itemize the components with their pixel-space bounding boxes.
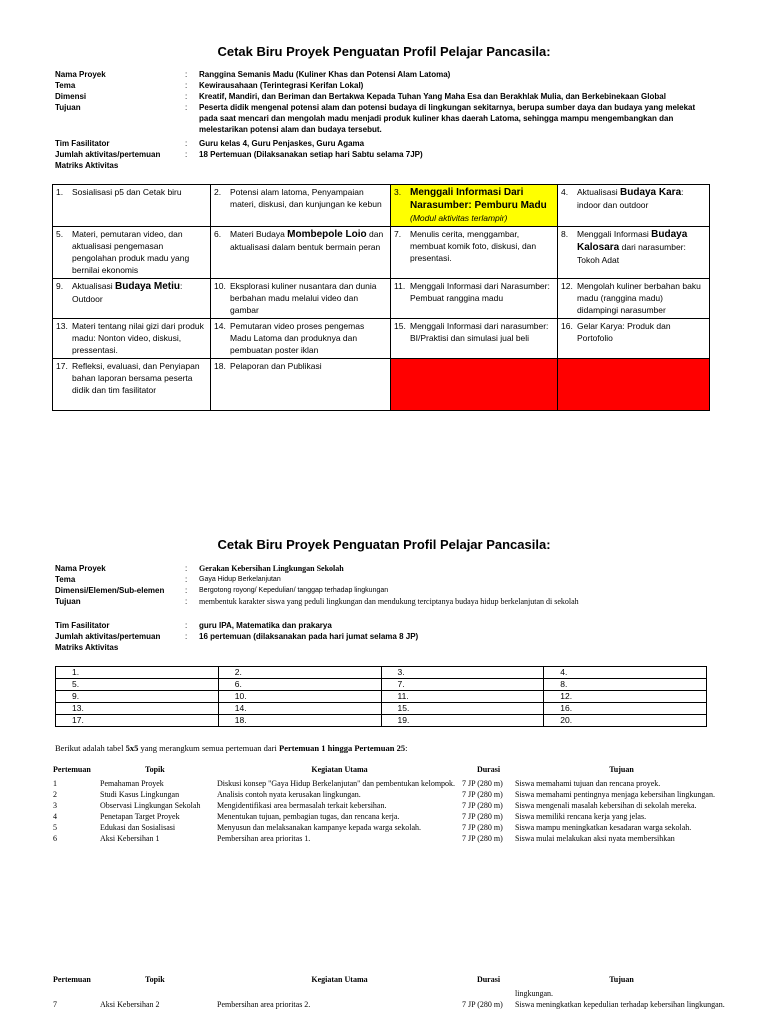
matrix-cell: 7. bbox=[381, 679, 544, 691]
info-label: Tujuan bbox=[55, 597, 81, 606]
matrix-cell: 3. bbox=[381, 667, 544, 679]
schedule-row bbox=[53, 790, 728, 801]
section2-title: Cetak Biru Proyek Penguatan Profil Pelajar Pancasila: bbox=[217, 537, 551, 552]
info-row-tema bbox=[55, 574, 715, 585]
cell-text: dan aktualisasi dalam bentuk bermain peran bbox=[230, 229, 384, 252]
matrix-cell: 11. bbox=[381, 691, 544, 703]
header-topik: Topik bbox=[145, 975, 165, 984]
activity-matrix-1 bbox=[52, 184, 710, 411]
cell-number: 2. bbox=[214, 187, 222, 197]
cell-number: 7. bbox=[394, 229, 402, 239]
matrix-cell: 14. bbox=[218, 703, 381, 715]
cell-durasi: 7 JP (280 m) bbox=[462, 1000, 503, 1009]
info-colon: : bbox=[185, 70, 188, 79]
matrix-cell: 17. bbox=[56, 715, 219, 727]
cell-text: Menggali Informasi bbox=[577, 229, 652, 239]
info-value: Peserta didik mengenal potensi alam dan potensi budaya di lingkungan sekitarnya, berupa sumber daya dan budaya yang melekat pada saat mencari dan mengolah madu menjadi produk kuliner khas daerah Latoma, sehingga mampu mengembangkan dan melestarikan potensi alam dan budaya tersebut. bbox=[199, 103, 696, 134]
schedule-table-continued bbox=[53, 975, 728, 1011]
cell-number: 17. bbox=[56, 361, 68, 371]
schedule-table bbox=[53, 765, 728, 845]
info-label: Tim Fasilitator bbox=[55, 621, 110, 630]
header-pertemuan: Pertemuan bbox=[53, 765, 91, 774]
cell-pertemuan: 3 bbox=[53, 801, 57, 810]
matrix-cell: 18. bbox=[218, 715, 381, 727]
matrix-row bbox=[56, 691, 707, 703]
cell-number: 9. bbox=[56, 281, 64, 291]
info-colon: : bbox=[185, 597, 188, 606]
cell-tujuan: lingkungan. bbox=[515, 989, 553, 998]
cell-topik: Aksi Kebersihan 2 bbox=[100, 1000, 160, 1009]
matrix-cell bbox=[391, 227, 558, 279]
cell-text: Refleksi, evaluasi, dan Penyiapan bahan laporan bersama peserta didik dan tim fasilitator bbox=[72, 361, 200, 395]
matrix-cell bbox=[211, 185, 391, 227]
cell-text: Gelar Karya: Produk dan Portofolio bbox=[577, 321, 671, 343]
header-kegiatan: Kegiatan Utama bbox=[311, 765, 368, 774]
cell-text: Materi Budaya bbox=[230, 229, 288, 239]
info-label: Dimensi/Elemen/Sub-elemen bbox=[55, 586, 165, 595]
info-value: Gaya Hidup Berkelanjutan bbox=[199, 576, 281, 583]
info-colon: : bbox=[185, 632, 188, 641]
cell-topik: Aksi Kebersihan 1 bbox=[100, 834, 160, 843]
cell-number: 16. bbox=[561, 321, 573, 331]
matrix-cell: 15. bbox=[381, 703, 544, 715]
intro-text: : bbox=[405, 743, 408, 753]
cell-topik: Edukasi dan Sosialisasi bbox=[100, 823, 176, 832]
info-colon: : bbox=[185, 103, 188, 112]
cell-number: 12. bbox=[561, 281, 573, 291]
info-value: 18 Pertemuan (Dilaksanakan setiap hari Sabtu selama 7JP) bbox=[199, 150, 423, 159]
info-value: Kewirausahaan (Terintegrasi Kerifan Lokal) bbox=[199, 81, 364, 90]
section1-title: Cetak Biru Proyek Penguatan Profil Pelajar Pancasila: bbox=[217, 44, 551, 59]
info-value: membentuk karakter siswa yang peduli lingkungan dan mendukung terciptanya budaya hidup berkelanjutan di sekolah bbox=[199, 597, 579, 606]
info-label: Nama Proyek bbox=[55, 564, 106, 573]
info-row-jumlah bbox=[55, 631, 715, 642]
matrix-cell: 4. bbox=[544, 667, 707, 679]
header-tujuan: Tujuan bbox=[609, 975, 634, 984]
info-label: Tema bbox=[55, 575, 76, 584]
matrix-cell: 2. bbox=[218, 667, 381, 679]
info-colon: : bbox=[185, 150, 188, 159]
cell-text: : Outdoor bbox=[72, 281, 183, 304]
info-value: Gerakan Kebersihan Lingkungan Sekolah bbox=[199, 564, 344, 573]
cell-number: 13. bbox=[56, 321, 68, 331]
cell-number: 1. bbox=[56, 187, 64, 197]
matrix-cell bbox=[558, 227, 710, 279]
info-value: Bergotong royong/ Kepedulian/ tanggap terhadap lingkungan bbox=[199, 587, 389, 594]
cell-durasi: 7 JP (280 m) bbox=[462, 801, 503, 810]
info-row-tim-fasilitator bbox=[55, 138, 715, 149]
cell-text: Sosialisasi p5 dan Cetak biru bbox=[72, 187, 182, 197]
cell-kegiatan: Mengidentifikasi area bermasalah terkait kebersihan. bbox=[217, 801, 387, 810]
info-label: Tema bbox=[55, 81, 76, 90]
info-row-nama-proyek bbox=[55, 563, 715, 574]
matrix-cell: 9. bbox=[56, 691, 219, 703]
info-label: Jumlah aktivitas/pertemuan bbox=[55, 632, 161, 641]
cell-text: Menggali Informasi dari narasumber: BI/Praktisi dan simulasi jual beli bbox=[410, 321, 549, 343]
matrix-cell bbox=[391, 319, 558, 359]
cell-number: 8. bbox=[561, 229, 569, 239]
section2-info bbox=[55, 563, 715, 653]
matrix-label: Matriks Aktivitas bbox=[55, 643, 119, 652]
matrix-cell: 5. bbox=[56, 679, 219, 691]
cell-text-bold: Mombepole Loio bbox=[287, 229, 367, 240]
cell-text: Pemutaran video proses pengemas Madu Latoma dan produknya dan pembuatan poster iklan bbox=[230, 321, 365, 355]
schedule-row bbox=[53, 823, 728, 834]
cell-number: 18. bbox=[214, 361, 226, 371]
intro-bold: Pertemuan 1 hingga Pertemuan 25 bbox=[279, 743, 406, 753]
matrix-row bbox=[56, 679, 707, 691]
info-value: Ranggina Semanis Madu (Kuliner Khas dan Potensi Alam Latoma) bbox=[199, 70, 451, 79]
header-pertemuan: Pertemuan bbox=[53, 975, 91, 984]
matrix-cell bbox=[53, 227, 211, 279]
matrix-cell: 1. bbox=[56, 667, 219, 679]
matrix-cell-highlighted bbox=[391, 185, 558, 227]
matrix-cell bbox=[211, 319, 391, 359]
cell-note: (Modul aktivitas terlampir) bbox=[410, 213, 508, 223]
matrix-cell bbox=[558, 279, 710, 319]
cell-durasi: 7 JP (280 m) bbox=[462, 834, 503, 843]
matrix-cell bbox=[211, 227, 391, 279]
section1-info bbox=[55, 69, 715, 171]
cell-text: Menulis cerita, menggambar, membuat komik foto, diskusi, dan presentasi. bbox=[410, 229, 537, 263]
cell-kegiatan: Menyusun dan melaksanakan kampanye kepada warga sekolah. bbox=[217, 823, 422, 832]
info-row-dimensi bbox=[55, 91, 715, 102]
info-value: 16 pertemuan (dilaksanakan pada hari jumat selama 8 JP) bbox=[199, 632, 419, 641]
cell-number: 10. bbox=[214, 281, 226, 291]
schedule-row bbox=[53, 812, 728, 823]
cell-text: : indoor dan outdoor bbox=[577, 187, 684, 210]
schedule-row bbox=[53, 779, 728, 790]
matrix-cell-blocked bbox=[558, 359, 710, 411]
info-row-tujuan bbox=[55, 102, 715, 135]
info-row-nama-proyek bbox=[55, 69, 715, 80]
cell-number: 5. bbox=[56, 229, 64, 239]
info-value: guru IPA, Matematika dan prakarya bbox=[199, 621, 332, 630]
cell-text: Menggali Informasi dari Narasumber: Pembuat ranggina madu bbox=[410, 281, 550, 303]
cell-tujuan: Siswa memahami pentingnya menjaga kebersihan lingkungan. bbox=[515, 790, 715, 799]
cell-kegiatan: Diskusi konsep "Gaya Hidup Berkelanjutan" dan pembentukan kelompok. bbox=[217, 779, 456, 788]
info-row-tujuan bbox=[55, 596, 715, 607]
cell-text: Pelaporan dan Publikasi bbox=[230, 361, 322, 371]
intro-bold: 5x5 bbox=[125, 743, 139, 753]
cell-text: dari narasumber: Tokoh Adat bbox=[577, 242, 686, 265]
info-colon: : bbox=[185, 81, 188, 90]
info-colon: : bbox=[185, 586, 188, 595]
info-row-tim-fasilitator bbox=[55, 620, 715, 631]
cell-durasi: 7 JP (280 m) bbox=[462, 823, 503, 832]
header-kegiatan: Kegiatan Utama bbox=[311, 975, 368, 984]
info-value: Kreatif, Mandiri, dan Beriman dan Bertakwa Kepada Tuhan Yang Maha Esa dan Berakhlak Mulia, dan Berkebinekaan Global bbox=[199, 92, 666, 101]
cell-kegiatan: Analisis contoh nyata kerusakan lingkungan. bbox=[217, 790, 361, 799]
matrix-cell: 20. bbox=[544, 715, 707, 727]
info-label: Jumlah aktivitas/pertemuan bbox=[55, 150, 161, 159]
schedule-intro bbox=[55, 743, 407, 753]
info-colon: : bbox=[185, 92, 188, 101]
cell-pertemuan: 1 bbox=[53, 779, 57, 788]
cell-text: Materi, pemutaran video, dan aktualisasi pengemasan pengolahan produk madu yang bernilai ekonomis bbox=[72, 229, 190, 275]
info-row-tema bbox=[55, 80, 715, 91]
cell-tujuan: Siswa mampu meningkatkan kesadaran warga sekolah. bbox=[515, 823, 692, 832]
matrix-cell bbox=[53, 359, 211, 411]
info-label: Tujuan bbox=[55, 103, 81, 112]
cell-number: 11. bbox=[394, 281, 406, 291]
cell-pertemuan: 4 bbox=[53, 812, 57, 821]
matrix-cell: 10. bbox=[218, 691, 381, 703]
schedule-header-row bbox=[53, 975, 728, 989]
info-value: Guru kelas 4, Guru Penjaskes, Guru Agama bbox=[199, 139, 365, 148]
cell-number: 4. bbox=[561, 187, 569, 197]
cell-pertemuan: 7 bbox=[53, 1000, 57, 1009]
cell-durasi: 7 JP (280 m) bbox=[462, 779, 503, 788]
cell-pertemuan: 5 bbox=[53, 823, 57, 832]
schedule-row bbox=[53, 834, 728, 845]
matrix-cell bbox=[391, 279, 558, 319]
cell-text: Menggali Informasi Dari Narasumber: Pemburu Madu bbox=[410, 187, 547, 211]
cell-text: Aktualisasi bbox=[72, 281, 115, 291]
matrix-cell bbox=[211, 279, 391, 319]
cell-topik: Observasi Lingkungan Sekolah bbox=[100, 801, 201, 810]
cell-text-bold: Budaya Metiu bbox=[115, 281, 181, 292]
info-row-jumlah bbox=[55, 149, 715, 160]
cell-kegiatan: Pembersihan area prioritas 2. bbox=[217, 1000, 311, 1009]
cell-number: 14. bbox=[214, 321, 226, 331]
matrix-cell bbox=[53, 279, 211, 319]
matrix-label: Matriks Aktivitas bbox=[55, 161, 119, 170]
info-colon: : bbox=[185, 621, 188, 630]
cell-topik: Studi Kasus Lingkungan bbox=[100, 790, 180, 799]
matrix-cell bbox=[558, 319, 710, 359]
header-tujuan: Tujuan bbox=[609, 765, 634, 774]
cell-text: Materi tentang nilai gizi dari produk madu: Nonton video, diskusi, pressentasi. bbox=[72, 321, 204, 355]
header-topik: Topik bbox=[145, 765, 165, 774]
info-colon: : bbox=[185, 139, 188, 148]
cell-tujuan: Siswa memiliki rencana kerja yang jelas. bbox=[515, 812, 647, 821]
cell-pertemuan: 2 bbox=[53, 790, 57, 799]
cell-text: Eksplorasi kuliner nusantara dan dunia berbahan madu melalui video dan gambar bbox=[230, 281, 377, 315]
cell-text: Mengolah kuliner berbahan baku madu (ranggina madu) didampingi narasumber bbox=[577, 281, 701, 315]
cell-text-bold: Budaya Kara bbox=[620, 187, 682, 198]
cell-durasi: 7 JP (280 m) bbox=[462, 790, 503, 799]
matrix-cell: 12. bbox=[544, 691, 707, 703]
cell-kegiatan: Menentukan tujuan, pembagian tugas, dan rencana kerja. bbox=[217, 812, 400, 821]
cell-durasi: 7 JP (280 m) bbox=[462, 812, 503, 821]
matrix-cell: 16. bbox=[544, 703, 707, 715]
intro-text: yang merangkum semua pertemuan dari bbox=[138, 743, 280, 753]
cell-kegiatan: Pembersihan area prioritas 1. bbox=[217, 834, 311, 843]
cell-topik: Penetapan Target Proyek bbox=[100, 812, 180, 821]
info-label: Nama Proyek bbox=[55, 70, 106, 79]
cell-number: 15. bbox=[394, 321, 406, 331]
matrix-cell: 13. bbox=[56, 703, 219, 715]
matrix-row bbox=[56, 667, 707, 679]
cell-number: 6. bbox=[214, 229, 222, 239]
matrix-cell: 19. bbox=[381, 715, 544, 727]
schedule-row bbox=[53, 1000, 728, 1011]
matrix-cell: 8. bbox=[544, 679, 707, 691]
info-label: Tim Fasilitator bbox=[55, 139, 110, 148]
cell-pertemuan: 6 bbox=[53, 834, 57, 843]
schedule-row-carryover bbox=[53, 989, 728, 1000]
matrix-row bbox=[56, 715, 707, 727]
cell-number: 3. bbox=[394, 187, 402, 197]
cell-tujuan: Siswa mulai melakukan aksi nyata membersihkan bbox=[515, 834, 675, 843]
header-durasi: Durasi bbox=[476, 975, 501, 984]
matrix-cell-blocked bbox=[391, 359, 558, 411]
matrix-cell bbox=[53, 319, 211, 359]
matrix-cell bbox=[558, 185, 710, 227]
intro-text: Berikut adalah tabel bbox=[55, 743, 126, 753]
info-row-dimensi bbox=[55, 585, 715, 596]
info-colon: : bbox=[185, 564, 188, 573]
matrix-row bbox=[56, 703, 707, 715]
schedule-header-row bbox=[53, 765, 728, 779]
cell-text: Aktualisasi bbox=[577, 187, 620, 197]
schedule-row bbox=[53, 801, 728, 812]
header-durasi: Durasi bbox=[476, 765, 501, 774]
cell-tujuan: Siswa memahami tujuan dan rencana proyek. bbox=[515, 779, 661, 788]
info-label: Dimensi bbox=[55, 92, 87, 101]
info-colon: : bbox=[185, 575, 188, 584]
cell-text: Potensi alam latoma, Penyampaian materi, diskusi, dan kunjungan ke kebun bbox=[230, 187, 382, 209]
cell-text-bold: Budaya Kalosara bbox=[577, 229, 688, 253]
cell-tujuan: Siswa meningkatkan kepedulian terhadap kebersihan lingkungan. bbox=[515, 1000, 725, 1009]
activity-matrix-2 bbox=[55, 666, 707, 727]
matrix-cell bbox=[211, 359, 391, 411]
matrix-cell: 6. bbox=[218, 679, 381, 691]
cell-topik: Pemahaman Proyek bbox=[100, 779, 164, 788]
matrix-cell bbox=[53, 185, 211, 227]
cell-tujuan: Siswa mengenali masalah kebersihan di sekolah mereka. bbox=[515, 801, 697, 810]
